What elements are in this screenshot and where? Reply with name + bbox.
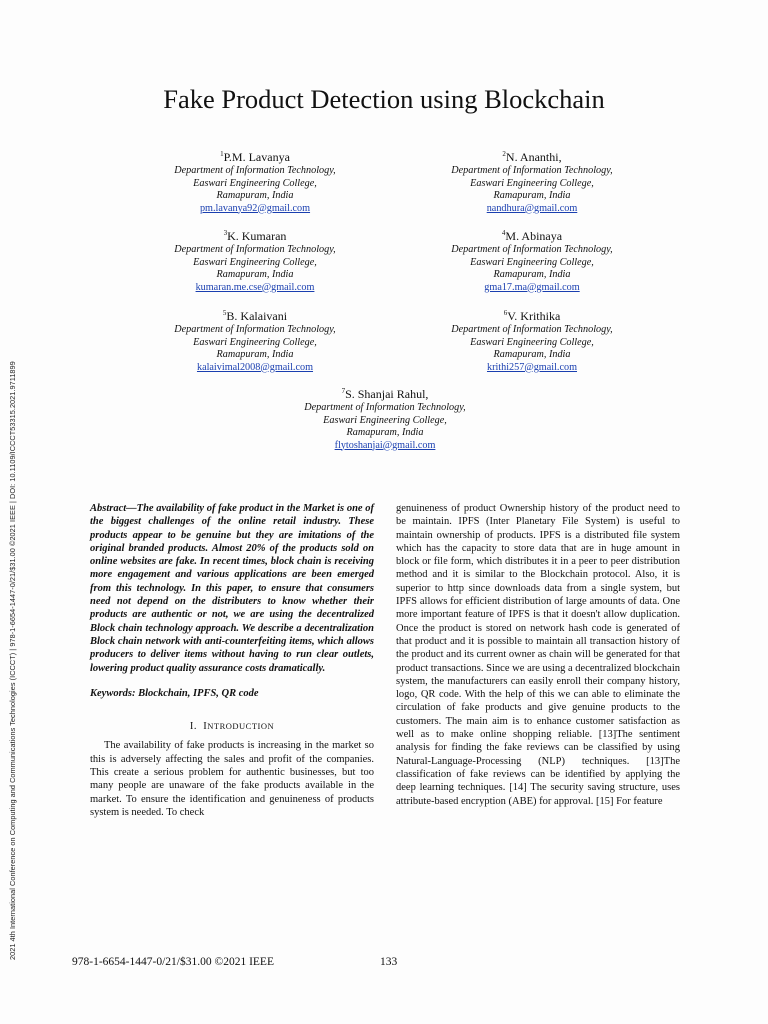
author-city: Ramapuram, India (493, 269, 571, 280)
author-city: Ramapuram, India (493, 190, 571, 201)
author-name: $^4$M. Abinaya (501, 229, 563, 243)
author-email-link[interactable]: kumaran.me.cse@gmail.com (195, 281, 315, 293)
doi-side-text: 2021 4th International Conference on Computing and Communications Technologies (ICCCT) | 978-1-6654-1447-0/21/$31.00 ©2021 IEEE | DOI: 10.1109/ICCCT53315.2021.9711899 (8, 361, 17, 960)
author-dept: Department of Information Technology, (451, 244, 613, 255)
doi-side-strip (2, 180, 17, 960)
author-name: $^7$S. Shanjai Rahul, (341, 387, 429, 401)
author-block-4 (412, 225, 652, 294)
author-block-5 (135, 305, 375, 374)
author-block-7 (265, 383, 505, 452)
author-college: Easwari Engineering College, (470, 336, 594, 348)
author-college: Easwari Engineering College, (193, 256, 317, 268)
author-dept: Department of Information Technology, (304, 402, 466, 413)
author-college: Easwari Engineering College, (323, 414, 447, 426)
intro-paragraph: The availability of fake products is increasing in the market so this is adversely affecting the sales and profit of the companies. This create a serious problem for authentic businesses, but too many people are unaware of the fake products available in the market. To ensure the identification and genuineness of products system is needed. To check (90, 740, 374, 818)
author-city: Ramapuram, India (346, 427, 424, 438)
author-dept: Department of Information Technology, (174, 165, 336, 176)
footer-copyright: 978-1-6654-1447-0/21/$31.00 ©2021 IEEE (72, 956, 274, 968)
author-email-link[interactable]: nandhura@gmail.com (486, 202, 578, 214)
page-number: 133 (380, 956, 398, 968)
author-email-link[interactable]: krithi257@gmail.com (486, 361, 578, 373)
author-name: $^1$P.M. Lavanya (220, 150, 290, 164)
abstract-text: Abstract—The availability of fake product in the Market is one of the biggest challenges of the online retail industry. These products appear to be genuine but they are imitations of the original branded products. Almost 20% of the products sold on online websites are fake. In recent times, block chain is receiving more engagement and various applications are been emerged from this technology. In this paper, to ensure that consumers need not depend on the distributers to know whether their products are authentic or not, we are using the decentralized Block chain technology approach. We describe a decentralization Block chain network with anti-counterfeiting items, which allows producers to deliver items without having to run clear outlets, lowering product quality assurance costs dramatically. (90, 503, 374, 674)
author-college: Easwari Engineering College, (193, 177, 317, 189)
author-college: Easwari Engineering College, (193, 336, 317, 348)
author-name: $^2$N. Ananthi, (502, 150, 562, 164)
section-heading: I. INTRODUCTION (189, 721, 275, 733)
author-block-6 (412, 305, 652, 374)
author-block-3 (135, 225, 375, 294)
author-block-2 (412, 146, 652, 215)
author-dept: Department of Information Technology, (451, 165, 613, 176)
author-college: Easwari Engineering College, (470, 256, 594, 268)
paper-title: Fake Product Detection using Blockchain (163, 84, 605, 114)
left-column (90, 502, 374, 819)
author-city: Ramapuram, India (493, 349, 571, 360)
author-city: Ramapuram, India (216, 190, 294, 201)
author-city: Ramapuram, India (216, 269, 294, 280)
right-column (396, 502, 680, 808)
author-email-link[interactable]: pm.lavanya92@gmail.com (199, 202, 311, 214)
author-email-link[interactable]: kalaivimal2008@gmail.com (196, 361, 314, 373)
author-college: Easwari Engineering College, (470, 177, 594, 189)
author-dept: Department of Information Technology, (174, 244, 336, 255)
author-dept: Department of Information Technology, (174, 324, 336, 335)
author-name: $^3$K. Kumaran (223, 229, 287, 243)
author-name: $^5$B. Kalaivani (222, 309, 288, 323)
author-city: Ramapuram, India (216, 349, 294, 360)
author-email-link[interactable]: gma17.ma@gmail.com (484, 281, 580, 293)
author-email-link[interactable]: flytoshanjai@gmail.com (334, 439, 436, 451)
author-name: $^6$V. Krithika (503, 309, 561, 323)
keywords-text: Keywords: Blockchain, IPFS, QR code (90, 687, 259, 699)
author-dept: Department of Information Technology, (451, 324, 613, 335)
author-block-1 (135, 146, 375, 215)
right-column-text: genuineness of product Ownership history of the product need to be maintain. IPFS (Inter Planetary File System) is useful to maintain ownership of products. IPFS is a distributed file system which has the capacity to store data that are in huge amount in block or file form, which distributes it in a peer to peer distribution method and it is similar to the Blockchain protocol. Also, it is superior to http since downloads data from a single system, but IPFS allows for efficient distribution of large amounts of data. One more important feature of IPFS is that it doesn't allow duplication. Once the product is stored on network hash code is generated of that product and it is possible to maintain all transaction history of the product and its current owner as chain will be generated for that product transactions. Since we are using a decentralized blockchain system, the manufacturers can easily enroll their company history, logo, QR code. With the help of this we can able to eliminate the circulation of fake products and give genuine products to the customers. The main aim is to enhance customer satisfaction as well as to make online shopping reliable. [13]The sentiment analysis for finding the fake reviews can be classified by using Natural-Language-Processing (NLP) techniques. [13]The classification of fake reviews can be identified by applying the deep learning techniques. [14] The security saving structure, uses attribute-based encryption (ABE) for approval. [15] For feature (396, 503, 680, 807)
